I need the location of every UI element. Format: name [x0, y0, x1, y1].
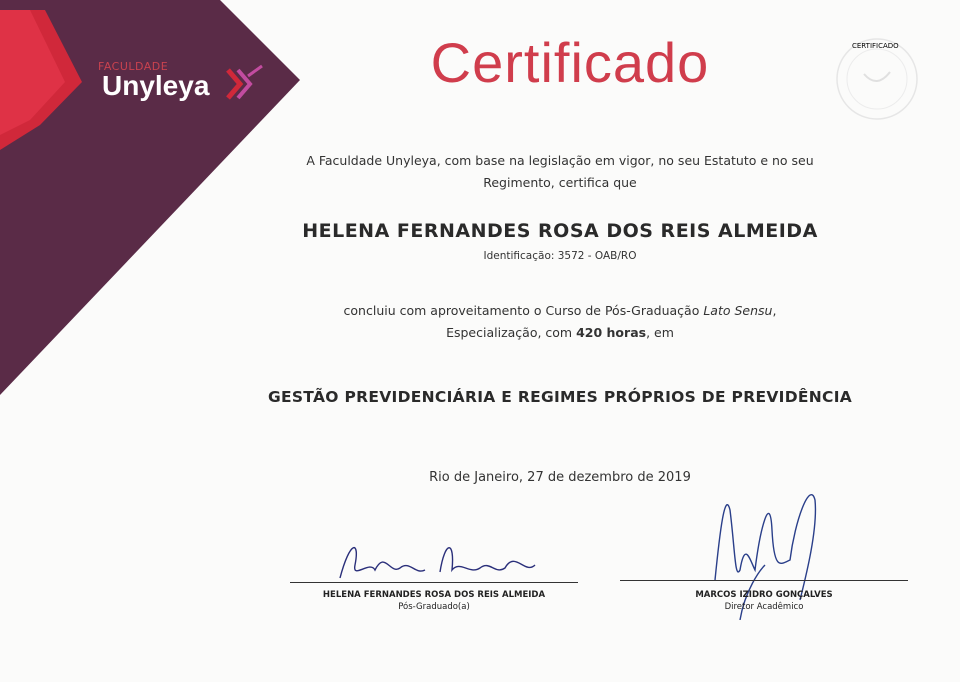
graduate-signature-line: [290, 582, 578, 583]
place-and-date: Rio de Janeiro, 27 de dezembro de 2019: [429, 470, 691, 485]
logo-wordmark: Unyleya: [102, 70, 210, 101]
graduate-signature-name: HELENA FERNANDES ROSA DOS REIS ALMEIDA: [322, 590, 546, 600]
graduate-signature-role: Pós-Graduado(a): [398, 602, 470, 612]
intro-text: [290, 150, 830, 194]
logo-overline: FACULDADE: [98, 60, 169, 73]
graduate-name: HELENA FERNANDES ROSA DOS REIS ALMEIDA: [302, 220, 818, 242]
completion-line-1-prefix: concluiu com aproveitamento o Curso de Pós-Graduação: [343, 303, 704, 318]
intro-line-2: Regimento, certifica que: [483, 175, 637, 190]
graduate-identification: Identificação: 3572 - OAB/RO: [483, 250, 637, 262]
director-signature-line: [620, 580, 908, 581]
course-hours: 420 horas: [576, 325, 647, 340]
completion-line-1: [290, 300, 830, 322]
director-signature-role: Diretor Acadêmico: [724, 602, 804, 612]
director-signature-name: MARCOS IZIDRO GONÇALVES: [695, 590, 833, 600]
graduate-signature-scrawl: [330, 530, 560, 585]
lato-sensu-text: Lato Sensu: [703, 303, 773, 318]
seal-text: CERTIFICADO: [852, 42, 899, 50]
embossed-seal: [822, 34, 932, 124]
intro-line-1: A Faculdade Unyleya, com base na legislação em vigor, no seu Estatuto e no seu: [306, 153, 814, 168]
completion-line-2-prefix: Especialização, com: [446, 325, 577, 340]
certificate-title: Certificado: [430, 31, 710, 94]
course-title: GESTÃO PREVIDENCIÁRIA E REGIMES PRÓPRIOS DE PREVIDÊNCIA: [267, 388, 853, 406]
logo-chevron-icon: [226, 64, 266, 104]
completion-line-2: [290, 322, 830, 344]
completion-line-1-suffix: ,: [772, 303, 777, 318]
completion-line-2-suffix: , em: [646, 325, 674, 340]
completion-text: [290, 300, 830, 344]
